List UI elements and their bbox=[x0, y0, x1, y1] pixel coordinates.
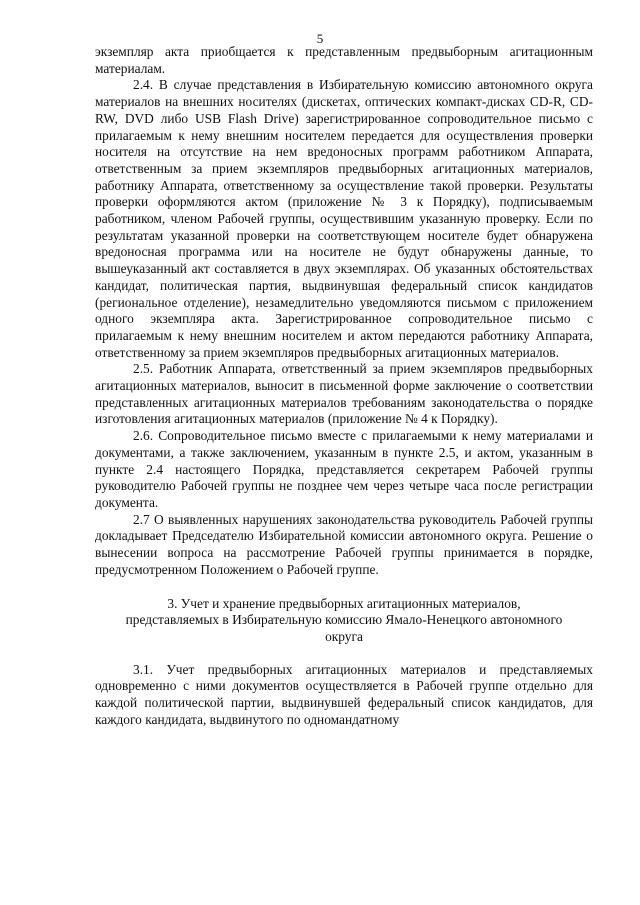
page-number: 5 bbox=[316, 31, 324, 46]
paragraph-2-5: 2.5. Работник Аппарата, ответственный за прием экземпляров предвыборных агитационных материалов, выносит в письменной форме заключение о соответствии представленных агитационных материалов требованиям законодательства о порядке изготовления агитационных материалов (приложение № 4 к Порядку). bbox=[95, 361, 593, 427]
section-3-heading-line-3: округа bbox=[325, 628, 363, 644]
paragraph-continued: экземпляр акта приобщается к представленным предвыборным агитационным материалам. bbox=[95, 44, 593, 76]
paragraph-2-4: 2.4. В случае представления в Избирательную комиссию автономного округа материалов на внешних носителях (дискетах, оптических компакт-дисках CD-R, CD-RW, DVD либо USB Flash Drive) зарегистрированное сопроводительное письмо с прилагаемым к нему внешним носителем передается для осуществления проверки носителя на отсутствие на нем вредоносных программ работником Аппарата, ответственным за прием экземпляров предвыборных агитационных материалов, работнику Аппарата, ответственному за осуществление такой проверки. Результаты проверки оформляются актом (приложение № 3 к Порядку), подписываемым работником, членом Рабочей группы, осуществившим указанную проверку. Если по результатам указанной проверки на соответствующем носителе будет обнаружена вредоносная программа или на носителе не будут обнаружены данные, то вышеуказанный акт составляется в двух экземплярах. Об указанных обстоятельствах кандидат, политическая партия, выдвинувшая федеральный список кандидатов (региональное отделение), незамедлительно уведомляются письмом с приложением одного экземпляра акта. Зарегистрированное сопроводительное письмо с прилагаемым к нему внешним носителем и актом передаются работнику Аппарата, ответственному за прием экземпляров предвыборных агитационных материалов. bbox=[95, 77, 593, 360]
section-3-heading bbox=[95, 596, 593, 646]
paragraph-2-7: 2.7 О выявленных нарушениях законодательства руководитель Рабочей группы докладывает Председателю Избирательной комиссии автономного округа. Решение о вынесении вопроса на рассмотрение Рабочей группы принимается в порядке, предусмотренном Положением о Рабочей группе. bbox=[95, 511, 593, 577]
document-body bbox=[95, 44, 593, 728]
paragraph-2-6: 2.6. Сопроводительное письмо вместе с прилагаемыми к нему материалами и документами, а также заключением, указанным в пункте 2.5, и актом, указанным в пункте 2.4 настоящего Порядка, представляется секретарем Рабочей группы руководителю Рабочей группы не позднее чем через четыре часа после регистрации документа. bbox=[95, 428, 593, 510]
section-3-heading-line-1: 3. Учет и хранение предвыборных агитационных материалов, bbox=[167, 595, 521, 611]
paragraph-3-1: 3.1. Учет предвыборных агитационных материалов и представляемых одновременно с ними документов осуществляется в Рабочей группе отдельно для каждой политической партии, выдвинувшей федеральный список кандидатов, для каждого кандидата, выдвинутого по одномандатному bbox=[95, 661, 593, 727]
section-3-heading-line-2: представляемых в Избирательную комиссию Ямало-Ненецкого автономного bbox=[125, 612, 563, 628]
